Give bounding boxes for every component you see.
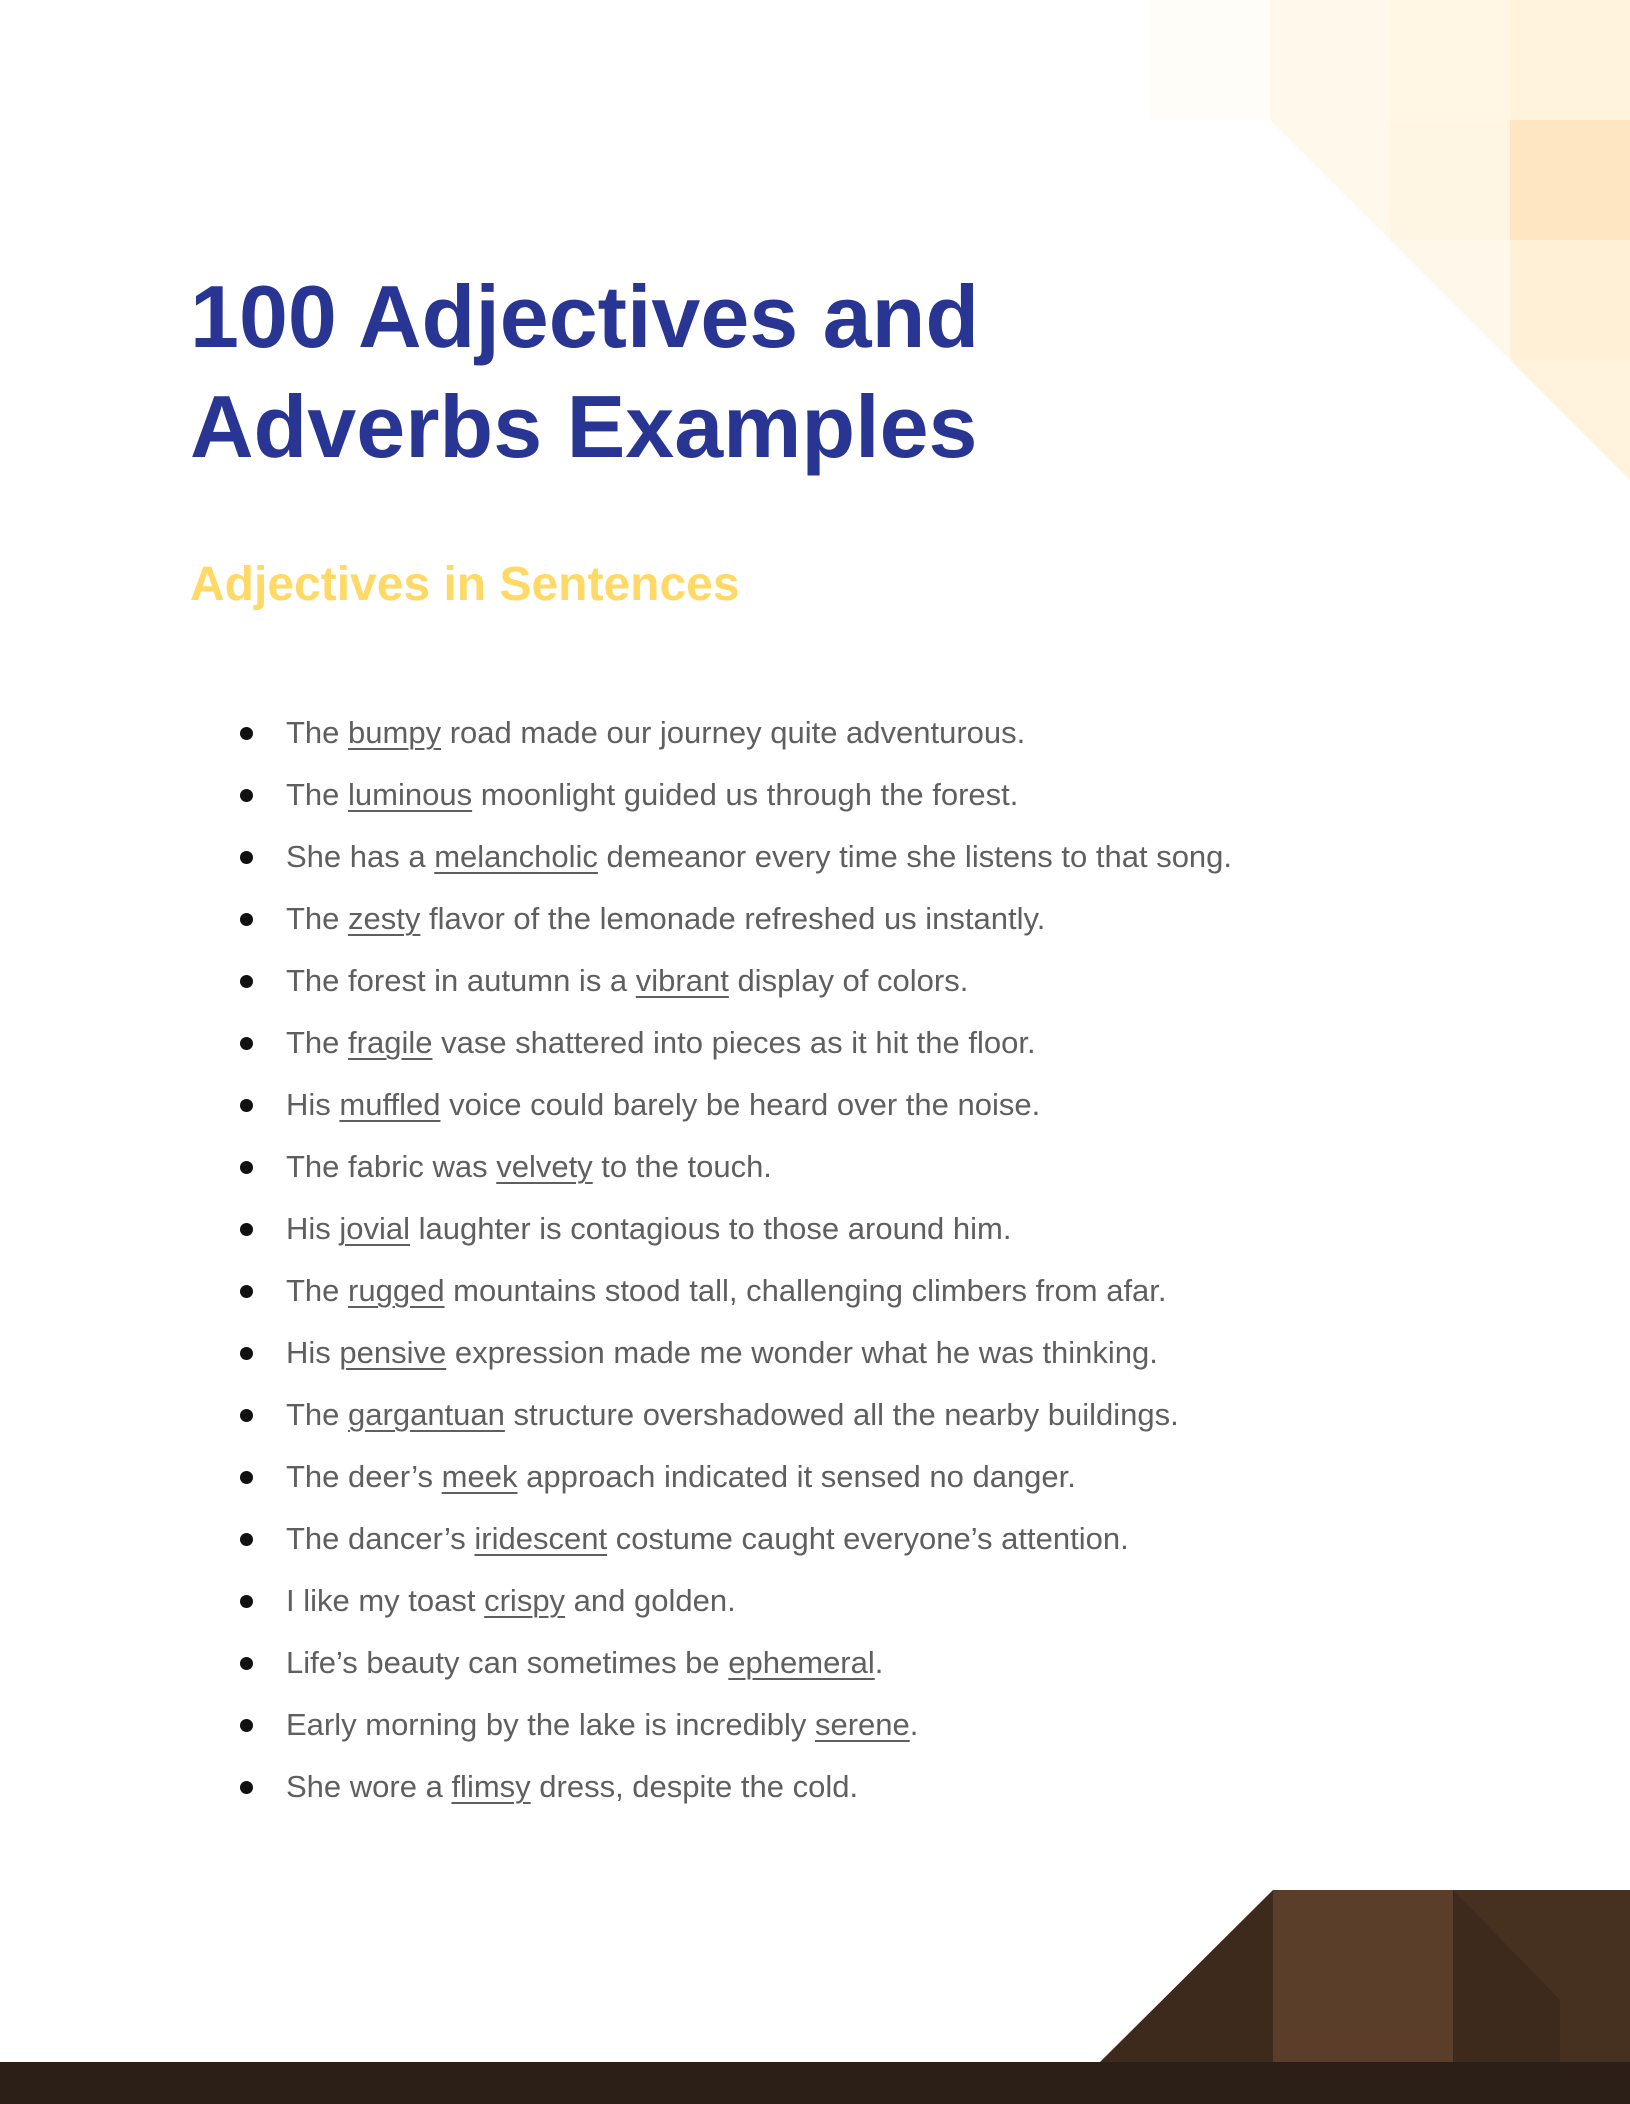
bullet-icon (240, 1037, 253, 1050)
sentence-text-before: The forest in autumn is a (286, 963, 636, 998)
adjective-word: crispy (484, 1583, 566, 1618)
title-line-2: Adverbs Examples (190, 377, 978, 476)
adjective-word: velvety (496, 1149, 593, 1184)
bullet-icon (240, 1595, 253, 1608)
sentence-text-before: Life’s beauty can sometimes be (286, 1645, 729, 1680)
sentence-text-before: The (286, 1025, 349, 1060)
sentence-text-after: moonlight guided us through the forest. (472, 777, 1019, 812)
bullet-icon (240, 1781, 253, 1794)
bullet-icon (240, 1533, 253, 1546)
adjective-word: bumpy (348, 715, 442, 750)
sentence-text-before: The fabric was (286, 1149, 497, 1184)
bullet-icon (240, 1471, 253, 1484)
sentence-text-before: The (286, 777, 349, 812)
sentence-text-after: dress, despite the cold. (530, 1769, 859, 1804)
bullet-icon (240, 1347, 253, 1360)
list-item (240, 1205, 1232, 1267)
sentence-text-after: flavor of the lemonade refreshed us instantly. (420, 901, 1046, 936)
bullet-icon (240, 1285, 253, 1298)
list-item (240, 709, 1232, 771)
sentence-text-after: to the touch. (592, 1149, 772, 1184)
top-right-decoration (1150, 0, 1630, 480)
list-item (240, 1639, 1232, 1701)
bullet-icon (240, 1223, 253, 1236)
bullet-icon (240, 1719, 253, 1732)
adjective-word: fragile (348, 1025, 433, 1060)
bullet-icon (240, 1409, 253, 1422)
adjective-word: luminous (348, 777, 473, 812)
adjective-word: jovial (339, 1211, 411, 1246)
list-item (240, 1143, 1232, 1205)
adjective-word: serene (814, 1707, 910, 1742)
list-item (240, 1081, 1232, 1143)
sentence-text-before: The (286, 715, 349, 750)
sentence-text-before: His (286, 1087, 340, 1122)
bullet-icon (240, 789, 253, 802)
list-item (240, 1763, 1232, 1825)
sentence-text-before: I like my toast (286, 1583, 485, 1618)
bullet-icon (240, 727, 253, 740)
bullet-icon (240, 1099, 253, 1112)
adjective-word: meek (441, 1459, 518, 1494)
document-title (190, 262, 1190, 482)
bullet-icon (240, 913, 253, 926)
list-item (240, 1019, 1232, 1081)
adjective-word: vibrant (635, 963, 729, 998)
adjective-word: pensive (339, 1335, 447, 1370)
sentence-text-after: costume caught everyone’s attention. (607, 1521, 1129, 1556)
sentence-text-after: display of colors. (728, 963, 969, 998)
adjective-word: gargantuan (348, 1397, 505, 1432)
sentence-text-after: demeanor every time she listens to that song. (597, 839, 1233, 874)
sentence-text-before: The (286, 1397, 349, 1432)
adjective-word: flimsy (451, 1769, 531, 1804)
bottom-right-decoration (1100, 1890, 1630, 2062)
list-item (240, 957, 1232, 1019)
sentence-text-after: and golden. (565, 1583, 736, 1618)
list-item (240, 1701, 1232, 1763)
bottom-bar (0, 2062, 1630, 2104)
adjective-word: melancholic (434, 839, 598, 874)
sentence-text-before: His (286, 1335, 340, 1370)
sentence-text-before: The (286, 1273, 349, 1308)
list-item (240, 1577, 1232, 1639)
sentence-text-after: vase shattered into pieces as it hit the floor. (432, 1025, 1036, 1060)
sentence-text-before: She wore a (286, 1769, 452, 1804)
adjective-word: zesty (348, 901, 421, 936)
bullet-icon (240, 1657, 253, 1670)
sentence-text-after: voice could barely be heard over the noise. (440, 1087, 1041, 1122)
list-item (240, 1453, 1232, 1515)
list-item (240, 1267, 1232, 1329)
sentence-text-after: structure overshadowed all the nearby buildings. (504, 1397, 1179, 1432)
list-item (240, 771, 1232, 833)
list-item (240, 1391, 1232, 1453)
bullet-icon (240, 975, 253, 988)
sentence-text-after: laughter is contagious to those around him. (410, 1211, 1012, 1246)
list-item (240, 895, 1232, 957)
adjective-word: iridescent (474, 1521, 608, 1556)
title-line-1: 100 Adjectives and (190, 267, 980, 366)
bullet-icon (240, 1161, 253, 1174)
sentence-text-after: approach indicated it sensed no danger. (517, 1459, 1076, 1494)
adjective-word: rugged (348, 1273, 445, 1308)
sentence-text-after: mountains stood tall, challenging climbers from afar. (444, 1273, 1167, 1308)
sentence-list (240, 709, 1232, 1825)
sentence-text-before: The deer’s (286, 1459, 442, 1494)
sentence-text-after: . (909, 1707, 919, 1742)
sentence-text-before: The dancer’s (286, 1521, 475, 1556)
section-heading: Adjectives in Sentences (190, 558, 740, 611)
adjective-word: ephemeral (728, 1645, 875, 1680)
sentence-text-after: expression made me wonder what he was thinking. (446, 1335, 1158, 1370)
list-item (240, 1515, 1232, 1577)
sentence-text-before: His (286, 1211, 340, 1246)
adjective-word: muffled (339, 1087, 441, 1122)
list-item (240, 833, 1232, 895)
sentence-text-after: road made our journey quite adventurous. (441, 715, 1026, 750)
sentence-text-after: . (874, 1645, 884, 1680)
list-item (240, 1329, 1232, 1391)
sentence-text-before: Early morning by the lake is incredibly (286, 1707, 815, 1742)
bullet-icon (240, 851, 253, 864)
sentence-text-before: She has a (286, 839, 435, 874)
sentence-text-before: The (286, 901, 349, 936)
